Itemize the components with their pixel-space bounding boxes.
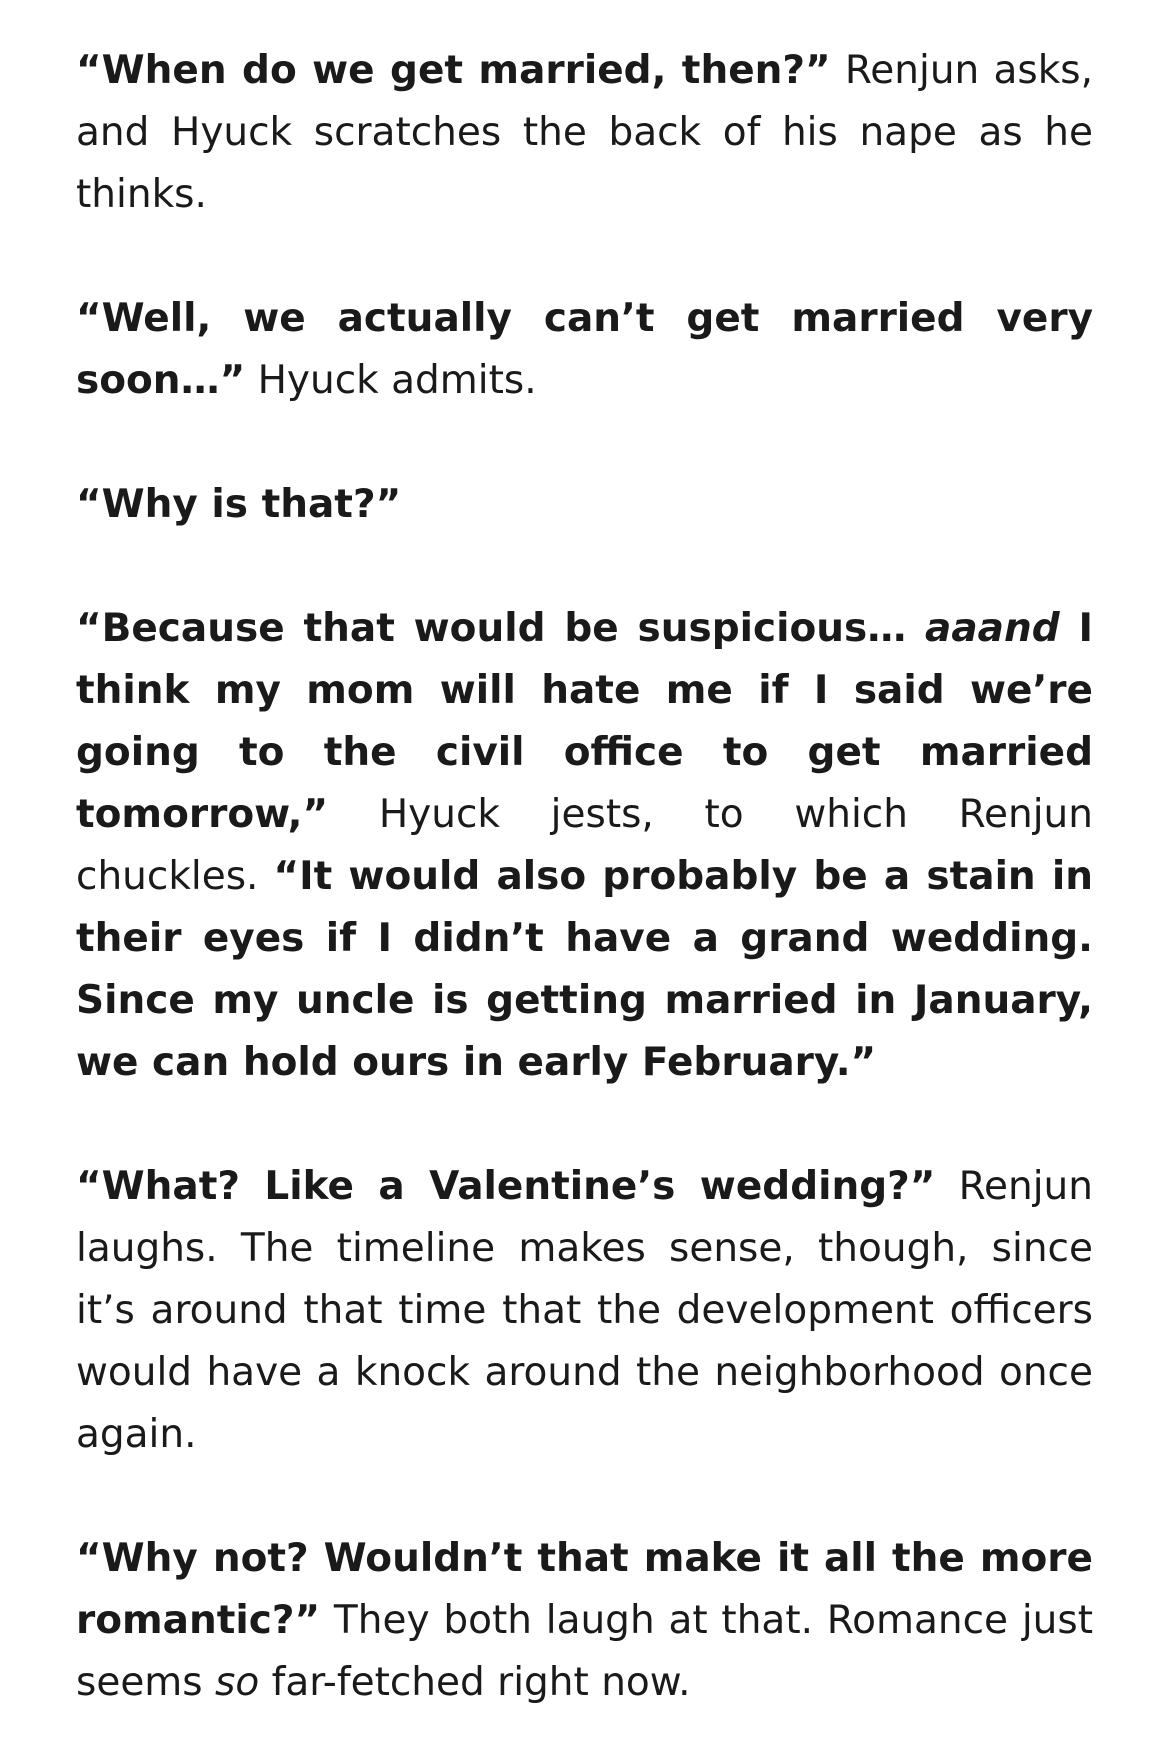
dialogue-text: “When do we get married, then?” [76,48,831,93]
paragraph [76,598,1093,1094]
narration-text: Hyuck jests, to which Renjun chuckles. [76,792,1093,899]
dialogue-text: “Why not? Wouldn’t that make it all the more romantic?” [76,1536,1093,1643]
narration-text: Renjun laughs. The timeline makes sense, though, since it’s around that time that the development officers would have a knock around the neighborhood once again. [76,1164,1093,1457]
dialogue-text: I think my mom will hate me if I said we’re going to the civil office to get married tomorrow,” [76,606,1094,837]
dialogue-text: “What? Like a Valentine’s wedding?” [76,1164,936,1209]
dialogue-text: “It would also probably be a stain in their eyes if I didn’t have a grand wedding. Since my uncle is getting married in January, we can hold ours in early February.” [76,854,1093,1085]
paragraph [76,288,1093,412]
emphasis-text: aaand [925,606,1060,651]
dialogue-text: “Because that would be suspicious… [76,606,926,651]
narration-text: They both laugh at that. Romance just seems [76,1598,1093,1705]
dialogue-text: “Why is that?” [76,482,402,527]
paragraph [76,1156,1093,1466]
narration-text: Renjun asks, and Hyuck scratches the back of his nape as he thinks. [76,48,1093,217]
paragraph [76,40,1093,226]
dialogue-text: “Well, we actually can’t get married very soon…” [76,296,1093,403]
paragraph [76,1528,1093,1714]
narration-text: Hyuck admits. [245,358,537,403]
paragraph [76,474,1093,536]
emphasis-text: so [215,1660,260,1705]
narration-text: far-fetched right now. [259,1660,691,1705]
